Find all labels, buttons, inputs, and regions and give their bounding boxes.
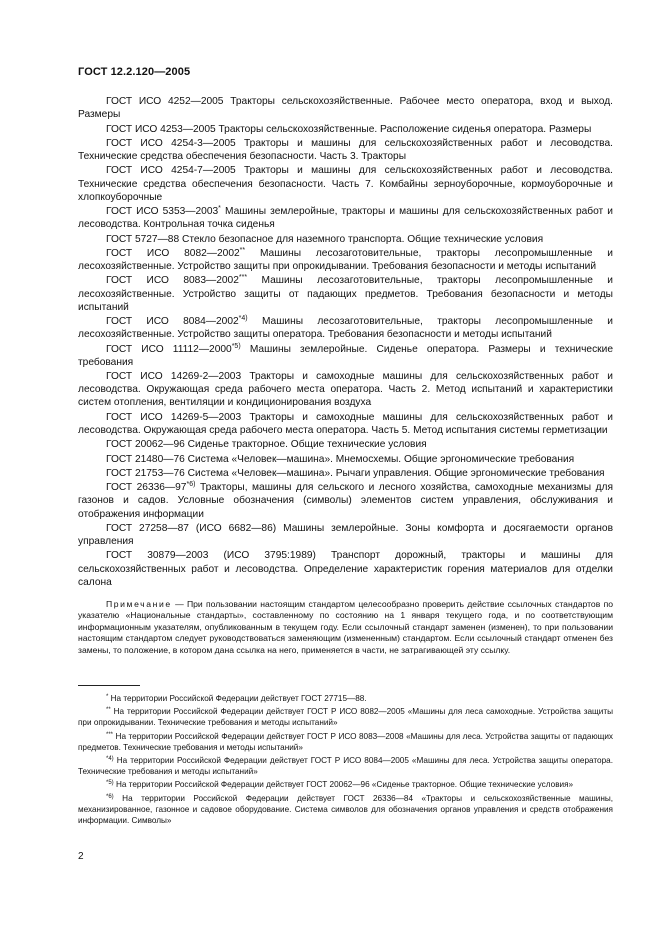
- reference-item: ГОСТ 26336—97$^{*6)}$ Тракторы, машины для сельского и лесного хозяйства, самоходные механизмы для газонов и садов. Условные обозначения (символы) элементов систем управления, обслуживания и отображения информации: [78, 481, 613, 520]
- footnote-item: $^{*5)}$ На территории Российской Федерации действует ГОСТ 20062—96 «Сиденье тракторное. Общие технические условия»: [106, 780, 574, 790]
- reference-item: ГОСТ ИСО 4252—2005 Тракторы сельскохозяйственные. Рабочее место оператора, вход и выход. Размеры: [78, 96, 613, 121]
- reference-item: ГОСТ ИСО 11112—2000$^{*5)}$ Машины землеройные. Сиденье оператора. Размеры и технические требования: [78, 342, 613, 368]
- reference-item: ГОСТ ИСО 14269-5—2003 Тракторы и самоходные машины для сельскохозяйственных работ и лесоводства. Окружающая среда рабочего места оператора. Часть 5. Метод испытания системы герметизации: [78, 411, 613, 436]
- note-label: Примечание: [106, 599, 172, 609]
- footnote-item: $^{*6)}$ На территории Российской Федерации действует ГОСТ 26336—84 «Тракторы и сельскохозяйственные машины, механизированное, газонное и садовое оборудование. Система символов для обозначения органов управления и средств отображения информации. Символы»: [78, 793, 613, 826]
- reference-item: ГОСТ 21753—76 Система «Человек—машина». Рычаги управления. Общие эргономические требования: [106, 467, 605, 479]
- reference-item: ГОСТ ИСО 8082—2002** Машины лесозаготовительные, тракторы лесопромышленные и лесохозяйственные. Устройство защиты при опрокидывании. Требования безопасности и методы испытаний: [78, 246, 613, 272]
- note-text: Примечание — При пользовании настоящим стандартом целесообразно проверить действие ссылочных стандартов по указателю «Национальные стандарты», составленному по состоянию на 1 января текущего года, и по соответствующим информационным указателям, опубликованным в текущем году. Если ссылочный стандарт заменен (изменен), то при пользовании настоящим стандартом следует руководствоваться заменяющим (измененным) стандартом. Если ссылочный стандарт отменен без замены, то положение, в котором дана ссылка на него, применяется в части, не затрагивающей эту ссылку.: [78, 599, 613, 655]
- reference-item: ГОСТ ИСО 4254-3—2005 Тракторы и машины для сельскохозяйственных работ и лесоводства. Технические средства обеспечения безопасности. Часть 3. Тракторы: [78, 137, 613, 162]
- reference-item: ГОСТ 30879—2003 (ИСО 3795:1989) Транспорт дорожный, тракторы и машины для сельскохозяйственных работ и лесоводства. Определение характеристик горения материалов для отделки салона: [78, 550, 613, 588]
- reference-item: ГОСТ ИСО 4253—2005 Тракторы сельскохозяйственные. Расположение сиденья оператора. Размеры: [106, 123, 592, 135]
- document-header: ГОСТ 12.2.120—2005: [78, 66, 191, 78]
- page-number: 2: [78, 851, 84, 862]
- footnote-divider: [78, 685, 140, 686]
- footnotes: [78, 693, 613, 828]
- normative-references: [78, 95, 613, 590]
- footnote-item: ** На территории Российской Федерации действует ГОСТ Р ИСО 8082—2005 «Машины для леса самоходные. Устройства защиты при опрокидывании. Технические требования и методы испытаний»: [78, 707, 613, 728]
- footnote-item: $^{*4)}$ На территории Российской Федерации действует ГОСТ Р ИСО 8084—2005 «Машины для леса. Устройства защиты оператора. Технические требования и методы испытаний»: [78, 756, 613, 777]
- footnote-item: * На территории Российской Федерации действует ГОСТ 27715—88.: [106, 694, 367, 703]
- reference-item: ГОСТ ИСО 8084—2002$^{*4)}$ Машины лесозаготовительные, тракторы лесопромышленные и лесохозяйственные. Устройство защиты оператора. Требования безопасности и методы испытаний: [78, 315, 613, 341]
- reference-item: ГОСТ ИСО 8083—2002*** Машины лесозаготовительные, тракторы лесопромышленные и лесохозяйственные. Устройство защиты от падающих предметов. Требования безопасности и методы испытаний: [78, 274, 613, 313]
- reference-item: ГОСТ ИСО 14269-2—2003 Тракторы и самоходные машины для сельскохозяйственных работ и лесоводства. Окружающая среда рабочего места оператора. Часть 2. Метод испытаний и характеристики систем отопления, вентиляции и кондиционирования воздуха: [78, 371, 613, 409]
- reference-item: ГОСТ ИСО 4254-7—2005 Тракторы и машины для сельскохозяйственных работ и лесоводства. Технические средства обеспечения безопасности. Часть 7. Комбайны зерноуборочные, кормоуборочные и хлопкоуборочные: [78, 165, 613, 203]
- reference-item: ГОСТ 5727—88 Стекло безопасное для наземного транспорта. Общие технические условия: [106, 233, 544, 245]
- reference-item: ГОСТ ИСО 5353—2003* Машины землеройные, тракторы и машины для сельскохозяйственных работ и лесоводства. Контрольная точка сиденья: [78, 205, 613, 231]
- reference-item: ГОСТ 21480—76 Система «Человек—машина». Мнемосхемы. Общие эргономические требования: [106, 453, 575, 465]
- note-block: [78, 599, 613, 656]
- reference-item: ГОСТ 20062—96 Сиденье тракторное. Общие технические условия: [106, 439, 427, 451]
- footnote-item: *** На территории Российской Федерации действует ГОСТ Р ИСО 8083—2008 «Машины для леса. Устройства защиты от падающих предметов. Технические требования и методы испытаний»: [78, 731, 613, 752]
- reference-item: ГОСТ 27258—87 (ИСО 6682—86) Машины землеройные. Зоны комфорта и досягаемости органов управления: [78, 522, 613, 547]
